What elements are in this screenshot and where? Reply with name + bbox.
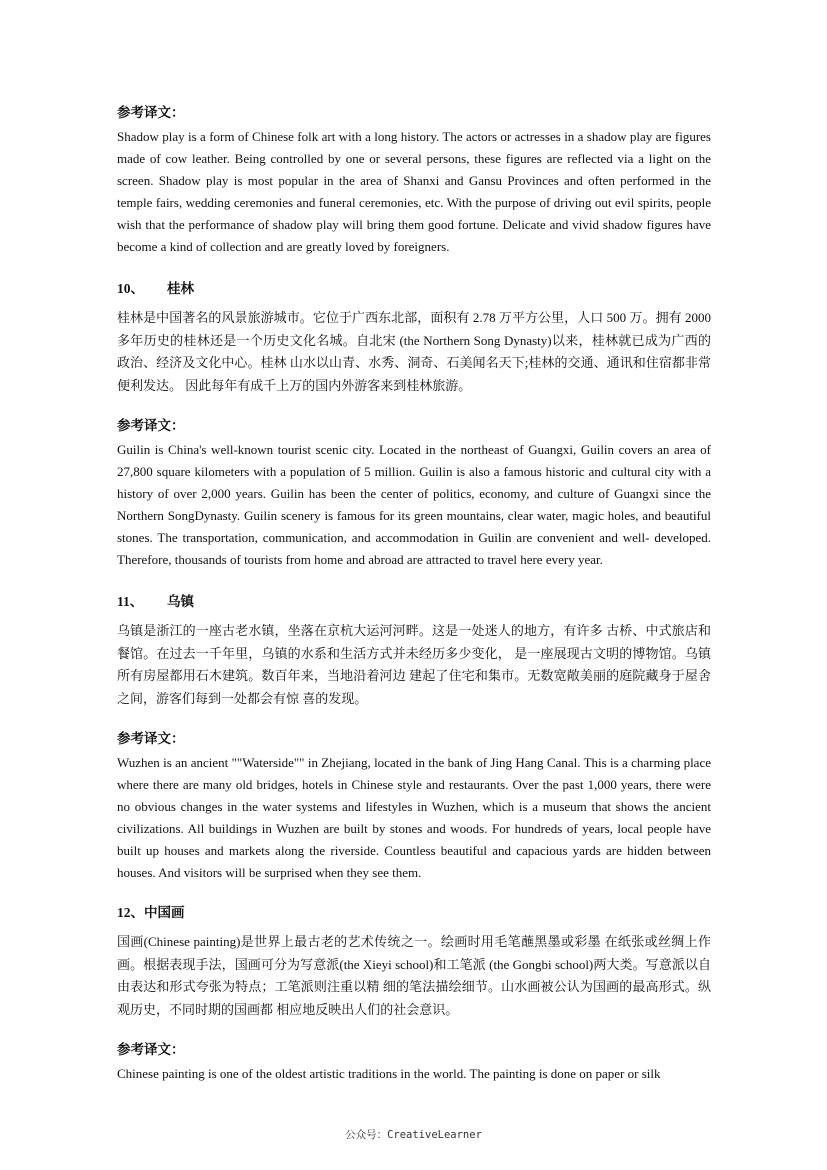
section-10-title: 桂林 xyxy=(167,281,194,296)
section-10-number: 10、 xyxy=(117,281,144,296)
section-12-heading: 12、中国画 xyxy=(117,905,185,920)
section-12-translation: Chinese painting is one of the oldest artistic traditions in the world. The painting is done on paper or silk xyxy=(117,1066,661,1081)
document-page xyxy=(117,104,711,1085)
reference-translation-label: 参考译文： xyxy=(117,105,185,120)
section-10-chinese-text: 桂林是中国著名的风景旅游城市。它位于广西东北部，面积有 2.78 万平方公里，人口 500 万。拥有 2000 多年历史的桂林还是一个历史文化名城。自北宋 (the Northern Song Dynasty)以来，桂林就已成为广西的政治、经济及文化中心。桂林 山水以山青、水秀、洞奇、石美闻名天下;桂林的交通、通讯和住宿都非常便利发达。 因此每年有成千上万的国内外游客来到桂林旅游。 xyxy=(117,310,711,393)
section-11-title: 乌镇 xyxy=(167,594,194,609)
section-11-chinese-text: 乌镇是浙江的一座古老水镇，坐落在京杭大运河河畔。这是一处迷人的地方，有许多 古桥、中式旅店和餐馆。在过去一千年里，乌镇的水系和生活方式并未经历多少变化， 是一座展现古文明的博物馆。乌镇所有房屋都用石木建筑。数百年来，当地沿着河边 建起了住宅和集市。无数宽敞美丽的庭院藏身于屋舍之间，游客们每到一处都会有惊 喜的发现。 xyxy=(117,623,711,706)
section-12-chinese-text: 国画(Chinese painting)是世界上最古老的艺术传统之一。绘画时用毛笔蘸黑墨或彩墨 在纸张或丝绸上作画。根据表现手法，国画可分为写意派(the Xieyi school)和工笔派 (the Gongbi school)两大类。写意派以自由表达和形式夸张为特点；工笔派则注重以精 细的笔法描绘细节。山水画被公认为国画的最高形式。纵观历史，不同时期的国画都 相应地反映出人们的社会意识。 xyxy=(117,934,711,1017)
section-10-translation: Guilin is China's well-known tourist scenic city. Located in the northeast of Guangxi, Guilin covers an area of 27,800 square kilometers with a population of 5 million. Guilin is also a famous historic and cultural city with a history of over 2,000 years. Guilin has been the center of politics, economy, and culture of Guangxi since the Northern SongDynasty. Guilin scenery is famous for its green mountains, clear water, magic holes, and beautiful stones. The transportation, communication, and accommodation in Guilin are convenient and well- developed. Therefore, thousands of tourists from home and abroad are attracted to travel here every year. xyxy=(117,442,711,567)
section-11-heading xyxy=(117,593,711,611)
section-11-translation: Wuzhen is an ancient ""Waterside"" in Zhejiang, located in the bank of Jing Hang Canal. This is a charming place where there are many old bridges, hotels in Chinese style and restaurants. Over the past 1,000 years, there were no obvious changes in the water systems and lifestyles in Wuzhen, which is a museum that shows the ancient civilizations. All buildings in Wuzhen are built by stones and woods. For hundreds of years, local people have built up houses and markets along the riverside. Countless beautiful and capacious yards are hidden between houses. And visitors will be surprised when they see them. xyxy=(117,755,711,880)
page-footer: 公众号：CreativeLearner xyxy=(345,1129,482,1141)
shadow-play-translation: Shadow play is a form of Chinese folk art with a long history. The actors or actresses in a shadow play are figures made of cow leather. Being controlled by one or several persons, these figures are reflected via a light on the screen. Shadow play is most popular in the area of Shanxi and Gansu Provinces and often performed in the temple fairs, wedding ceremonies and funeral ceremonies, etc. With the purpose of driving out evil spirits, people wish that the performance of shadow play will bring them good fortune. Delicate and vivid shadow figures have become a kind of collection and are greatly loved by foreigners. xyxy=(117,129,711,254)
reference-translation-label: 参考译文： xyxy=(117,731,185,746)
section-10-heading xyxy=(117,280,711,298)
reference-translation-label: 参考译文： xyxy=(117,418,185,433)
section-11-number: 11、 xyxy=(117,594,144,609)
reference-translation-label: 参考译文： xyxy=(117,1042,185,1057)
